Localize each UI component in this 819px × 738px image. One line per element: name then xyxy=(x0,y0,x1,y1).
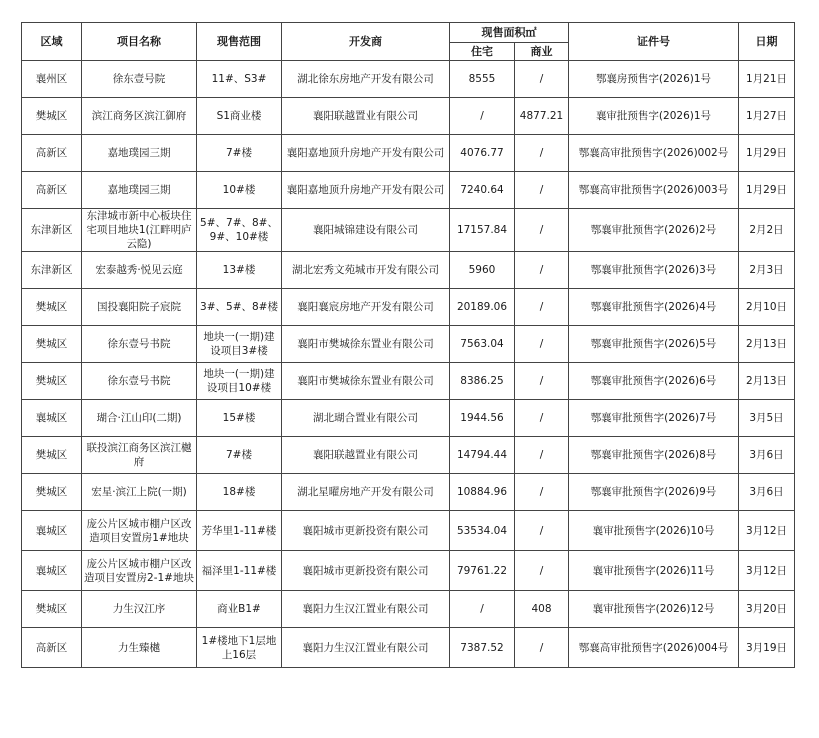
cell-developer: 襄阳市樊城徐东置业有限公司 xyxy=(282,363,450,400)
cell-commercial: 408 xyxy=(515,591,569,628)
cell-developer: 襄阳城市更新投资有限公司 xyxy=(282,511,450,551)
cell-developer: 襄阳城市更新投资有限公司 xyxy=(282,551,450,591)
cell-developer: 襄阳联越置业有限公司 xyxy=(282,98,450,135)
cell-project: 徐东壹号书院 xyxy=(82,326,197,363)
cell-district: 樊城区 xyxy=(22,437,82,474)
cell-date: 3月12日 xyxy=(739,551,795,591)
cell-commercial: / xyxy=(515,551,569,591)
cell-project: 宏泰越秀·悦见云庭 xyxy=(82,252,197,289)
cell-commercial: / xyxy=(515,628,569,668)
cell-date: 1月21日 xyxy=(739,61,795,98)
cell-commercial: / xyxy=(515,61,569,98)
cell-permit: 襄审批预售字(2026)10号 xyxy=(569,511,739,551)
cell-scope: 地块一(一期)建设项目10#楼 xyxy=(197,363,282,400)
cell-permit: 鄂襄高审批预售字(2026)004号 xyxy=(569,628,739,668)
cell-scope: 10#楼 xyxy=(197,172,282,209)
cell-date: 2月10日 xyxy=(739,289,795,326)
header-district: 区域 xyxy=(22,23,82,61)
cell-commercial: / xyxy=(515,135,569,172)
cell-developer: 湖北徐东房地产开发有限公司 xyxy=(282,61,450,98)
cell-residential: 7240.64 xyxy=(450,172,515,209)
cell-project: 东津城市新中心板块住宅项目地块1(江畔明庐云隐) xyxy=(82,209,197,252)
cell-permit: 鄂襄审批预售字(2026)5号 xyxy=(569,326,739,363)
cell-district: 襄州区 xyxy=(22,61,82,98)
table-row xyxy=(22,437,795,474)
cell-residential: 17157.84 xyxy=(450,209,515,252)
table-body xyxy=(22,61,795,668)
table-row xyxy=(22,252,795,289)
cell-district: 东津新区 xyxy=(22,209,82,252)
table-row xyxy=(22,628,795,668)
cell-developer: 襄阳嘉地顶升房地产开发有限公司 xyxy=(282,172,450,209)
cell-residential: 8386.25 xyxy=(450,363,515,400)
cell-developer: 襄阳市樊城徐东置业有限公司 xyxy=(282,326,450,363)
table-row xyxy=(22,591,795,628)
header-date: 日期 xyxy=(739,23,795,61)
cell-commercial: / xyxy=(515,400,569,437)
cell-project: 滨江商务区滨江御府 xyxy=(82,98,197,135)
cell-commercial: / xyxy=(515,363,569,400)
cell-permit: 襄审批预售字(2026)11号 xyxy=(569,551,739,591)
cell-project: 力生汉江序 xyxy=(82,591,197,628)
cell-date: 3月12日 xyxy=(739,511,795,551)
table-row xyxy=(22,474,795,511)
cell-project: 嘉地璞园三期 xyxy=(82,135,197,172)
cell-scope: S1商业楼 xyxy=(197,98,282,135)
cell-date: 1月29日 xyxy=(739,135,795,172)
cell-district: 襄城区 xyxy=(22,551,82,591)
table-row xyxy=(22,400,795,437)
cell-project: 力生臻樾 xyxy=(82,628,197,668)
cell-date: 1月29日 xyxy=(739,172,795,209)
cell-scope: 13#楼 xyxy=(197,252,282,289)
cell-developer: 湖北宏秀文苑城市开发有限公司 xyxy=(282,252,450,289)
cell-scope: 5#、7#、8#、9#、10#楼 xyxy=(197,209,282,252)
cell-district: 高新区 xyxy=(22,628,82,668)
cell-residential: 4076.77 xyxy=(450,135,515,172)
cell-date: 3月6日 xyxy=(739,437,795,474)
cell-developer: 襄阳城锦建设有限公司 xyxy=(282,209,450,252)
cell-project: 庞公片区城市棚户区改造项目安置房1#地块 xyxy=(82,511,197,551)
cell-date: 3月5日 xyxy=(739,400,795,437)
cell-commercial: / xyxy=(515,209,569,252)
cell-scope: 7#楼 xyxy=(197,135,282,172)
cell-permit: 鄂襄审批预售字(2026)3号 xyxy=(569,252,739,289)
cell-commercial: / xyxy=(515,474,569,511)
cell-permit: 襄审批预售字(2026)1号 xyxy=(569,98,739,135)
cell-project: 国投襄阳院子宸院 xyxy=(82,289,197,326)
cell-developer: 襄阳力生汉江置业有限公司 xyxy=(282,628,450,668)
cell-permit: 鄂襄房预售字(2026)1号 xyxy=(569,61,739,98)
cell-project: 徐东壹号院 xyxy=(82,61,197,98)
cell-residential: 20189.06 xyxy=(450,289,515,326)
cell-date: 2月13日 xyxy=(739,363,795,400)
cell-project: 徐东壹号书院 xyxy=(82,363,197,400)
cell-date: 2月3日 xyxy=(739,252,795,289)
cell-scope: 18#楼 xyxy=(197,474,282,511)
cell-residential: / xyxy=(450,98,515,135)
table-row xyxy=(22,289,795,326)
cell-developer: 湖北星曜房地产开发有限公司 xyxy=(282,474,450,511)
cell-project: 联投滨江商务区滨江樾府 xyxy=(82,437,197,474)
cell-permit: 鄂襄审批预售字(2026)8号 xyxy=(569,437,739,474)
table-row xyxy=(22,551,795,591)
presale-permit-table xyxy=(21,22,795,668)
cell-residential: 8555 xyxy=(450,61,515,98)
cell-scope: 1#楼地下1层地上16层 xyxy=(197,628,282,668)
cell-district: 樊城区 xyxy=(22,98,82,135)
table-row xyxy=(22,363,795,400)
table-row xyxy=(22,326,795,363)
cell-permit: 鄂襄审批预售字(2026)2号 xyxy=(569,209,739,252)
cell-scope: 11#、S3# xyxy=(197,61,282,98)
header-project: 项目名称 xyxy=(82,23,197,61)
cell-developer: 襄阳襄宸房地产开发有限公司 xyxy=(282,289,450,326)
cell-district: 高新区 xyxy=(22,135,82,172)
cell-scope: 地块一(一期)建设项目3#楼 xyxy=(197,326,282,363)
cell-permit: 鄂襄高审批预售字(2026)003号 xyxy=(569,172,739,209)
cell-district: 樊城区 xyxy=(22,591,82,628)
cell-project: 瑚合·江山印(二期) xyxy=(82,400,197,437)
cell-permit: 鄂襄审批预售字(2026)9号 xyxy=(569,474,739,511)
header-area-group: 现售面积㎡ xyxy=(450,23,569,43)
cell-district: 樊城区 xyxy=(22,474,82,511)
cell-residential: 53534.04 xyxy=(450,511,515,551)
header-commercial: 商业 xyxy=(515,43,569,61)
cell-commercial: / xyxy=(515,326,569,363)
cell-permit: 鄂襄审批预售字(2026)7号 xyxy=(569,400,739,437)
table-row xyxy=(22,172,795,209)
cell-date: 2月13日 xyxy=(739,326,795,363)
cell-district: 樊城区 xyxy=(22,363,82,400)
header-permit: 证件号 xyxy=(569,23,739,61)
cell-project: 宏星·滨江上院(一期) xyxy=(82,474,197,511)
cell-permit: 鄂襄审批预售字(2026)4号 xyxy=(569,289,739,326)
table-row xyxy=(22,98,795,135)
cell-residential: 79761.22 xyxy=(450,551,515,591)
cell-developer: 襄阳力生汉江置业有限公司 xyxy=(282,591,450,628)
cell-date: 2月2日 xyxy=(739,209,795,252)
cell-district: 樊城区 xyxy=(22,289,82,326)
cell-commercial: 4877.21 xyxy=(515,98,569,135)
cell-residential: / xyxy=(450,591,515,628)
cell-scope: 福泽里1-11#楼 xyxy=(197,551,282,591)
table-row xyxy=(22,135,795,172)
cell-district: 东津新区 xyxy=(22,252,82,289)
table-row xyxy=(22,511,795,551)
cell-district: 襄城区 xyxy=(22,400,82,437)
cell-residential: 1944.56 xyxy=(450,400,515,437)
cell-residential: 14794.44 xyxy=(450,437,515,474)
cell-scope: 3#、5#、8#楼 xyxy=(197,289,282,326)
table-row xyxy=(22,61,795,98)
cell-commercial: / xyxy=(515,289,569,326)
cell-developer: 襄阳嘉地顶升房地产开发有限公司 xyxy=(282,135,450,172)
cell-developer: 湖北瑚合置业有限公司 xyxy=(282,400,450,437)
cell-residential: 10884.96 xyxy=(450,474,515,511)
cell-date: 3月6日 xyxy=(739,474,795,511)
cell-district: 高新区 xyxy=(22,172,82,209)
cell-scope: 15#楼 xyxy=(197,400,282,437)
cell-commercial: / xyxy=(515,172,569,209)
cell-scope: 芳华里1-11#楼 xyxy=(197,511,282,551)
cell-permit: 鄂襄高审批预售字(2026)002号 xyxy=(569,135,739,172)
cell-permit: 襄审批预售字(2026)12号 xyxy=(569,591,739,628)
cell-developer: 襄阳联越置业有限公司 xyxy=(282,437,450,474)
cell-date: 3月20日 xyxy=(739,591,795,628)
cell-commercial: / xyxy=(515,511,569,551)
cell-district: 襄城区 xyxy=(22,511,82,551)
cell-residential: 7387.52 xyxy=(450,628,515,668)
cell-commercial: / xyxy=(515,437,569,474)
header-residential: 住宅 xyxy=(450,43,515,61)
cell-commercial: / xyxy=(515,252,569,289)
header-developer: 开发商 xyxy=(282,23,450,61)
cell-residential: 7563.04 xyxy=(450,326,515,363)
cell-district: 樊城区 xyxy=(22,326,82,363)
cell-residential: 5960 xyxy=(450,252,515,289)
cell-scope: 7#楼 xyxy=(197,437,282,474)
cell-date: 3月19日 xyxy=(739,628,795,668)
table-row xyxy=(22,209,795,252)
header-scope: 现售范围 xyxy=(197,23,282,61)
cell-project: 庞公片区城市棚户区改造项目安置房2-1#地块 xyxy=(82,551,197,591)
cell-date: 1月27日 xyxy=(739,98,795,135)
cell-scope: 商业B1# xyxy=(197,591,282,628)
cell-project: 嘉地璞园三期 xyxy=(82,172,197,209)
cell-permit: 鄂襄审批预售字(2026)6号 xyxy=(569,363,739,400)
